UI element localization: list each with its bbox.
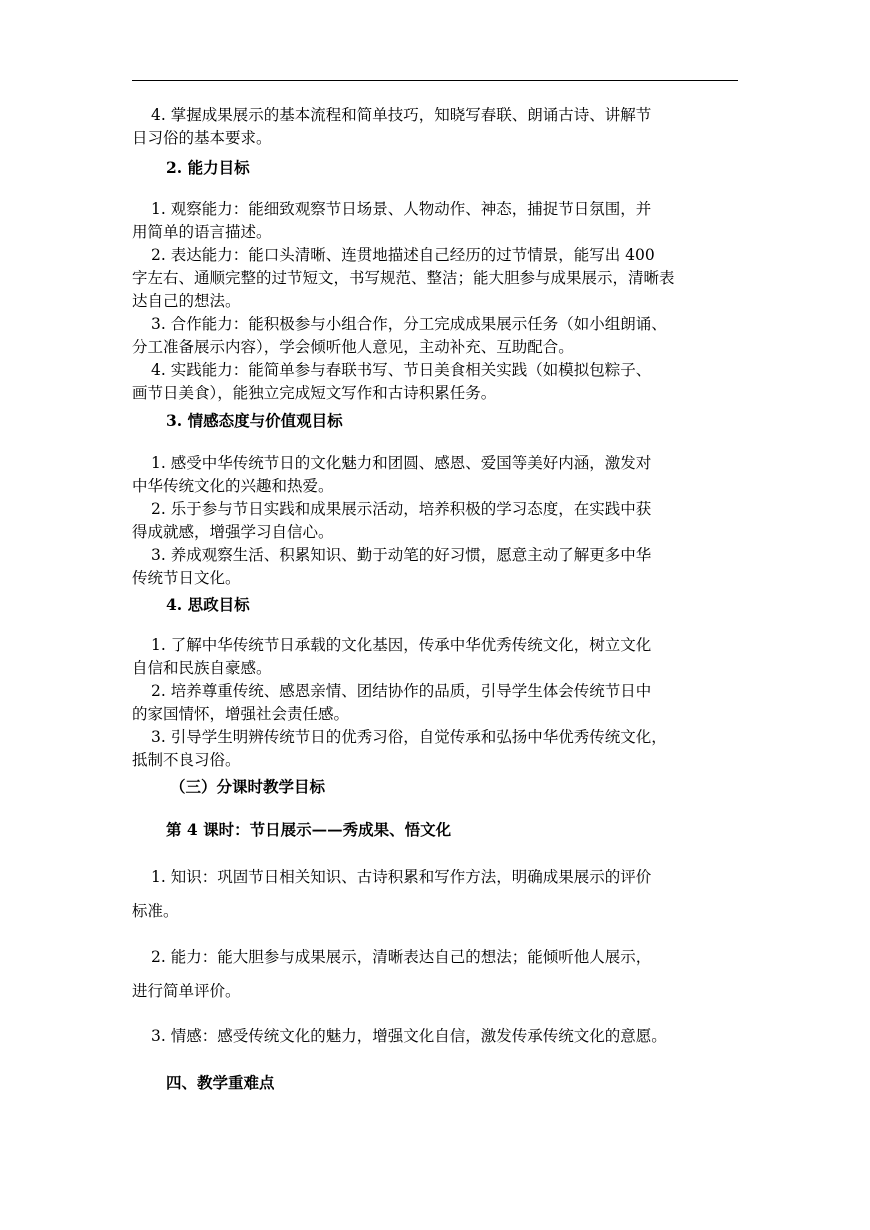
paragraph-line: 进行简单评价。 — [132, 982, 241, 1000]
paragraph-line: 日习俗的基本要求。 — [132, 129, 272, 147]
emotion-heading: 3. 情感态度与价值观目标 — [166, 411, 343, 430]
paragraph-line: 画节日美食），能独立完成短文写作和古诗积累任务。 — [132, 384, 497, 402]
paragraph-line: 的家国情怀，增强社会责任感。 — [132, 705, 350, 723]
paragraph-line: 得成就感，增强学习自信心。 — [132, 523, 334, 541]
lesson-heading: 第 4 课时：节日展示——秀成果、悟文化 — [166, 820, 452, 839]
paragraph-line: 自信和民族自豪感。 — [132, 659, 272, 677]
paragraph-line: 标准。 — [132, 902, 179, 920]
paragraph-line: 3. 引导学生明辨传统节日的优秀习俗，自觉传承和弘扬中华优秀传统文化， — [151, 728, 667, 746]
header-rule — [132, 80, 738, 81]
paragraph-line: 2. 能力：能大胆参与成果展示，清晰表达自己的想法；能倾听他人展示， — [151, 948, 652, 966]
paragraph-line: 分工准备展示内容），学会倾听他人意见，主动补充、互助配合。 — [132, 338, 574, 356]
paragraph-line: 1. 了解中华传统节日承载的文化基因，传承中华优秀传统文化，树立文化 — [151, 636, 652, 654]
ability-heading: 2. 能力目标 — [166, 158, 250, 177]
paragraph-line: 2. 乐于参与节日实践和成果展示活动，培养积极的学习态度，在实践中获 — [151, 500, 652, 518]
paragraph-line: 1. 感受中华传统节日的文化魅力和团圆、感恩、爱国等美好内涵，激发对 — [151, 454, 652, 472]
paragraph-line: 1. 观察能力：能细致观察节日场景、人物动作、神态，捕捉节日氛围，并 — [151, 200, 652, 218]
paragraph-line: 4. 实践能力：能简单参与春联书写、节日美食相关实践（如模拟包粽子、 — [151, 361, 652, 379]
paragraph-line: 抵制不良习俗。 — [132, 751, 241, 769]
paragraph-line: 传统节日文化。 — [132, 569, 241, 587]
paragraph-line: 1. 知识：巩固节日相关知识、古诗积累和写作方法，明确成果展示的评价 — [151, 868, 652, 886]
paragraph-line: 2. 培养尊重传统、感恩亲情、团结协作的品质，引导学生体会传统节日中 — [151, 682, 652, 700]
paragraph-line: 3. 合作能力：能积极参与小组合作，分工完成成果展示任务（如小组朗诵、 — [151, 315, 667, 333]
paragraph-line: 用简单的语言描述。 — [132, 223, 272, 241]
paragraph-line: 字左右、通顺完整的过节短文，书写规范、整洁；能大胆参与成果展示，清晰表 — [132, 269, 675, 287]
paragraph-line: 2. 表达能力：能口头清晰、连贯地描述自己经历的过节情景，能写出 400 — [151, 246, 655, 264]
paragraph-line: 3. 养成观察生活、积累知识、勤于动笔的好习惯，愿意主动了解更多中华 — [151, 546, 652, 564]
paragraph-line: 3. 情感：感受传统文化的魅力，增强文化自信，激发传承传统文化的意愿。 — [151, 1027, 667, 1045]
paragraph-line: 达自己的想法。 — [132, 292, 241, 310]
ideology-heading: 4. 思政目标 — [166, 595, 250, 614]
next-section-heading: 四、教学重难点 — [166, 1073, 275, 1092]
paragraph-line: 中华传统文化的兴趣和热爱。 — [132, 477, 334, 495]
paragraph-line: 4. 掌握成果展示的基本流程和简单技巧，知晓写春联、朗诵古诗、讲解节 — [151, 106, 652, 124]
section-heading: （三）分课时教学目标 — [170, 777, 326, 796]
